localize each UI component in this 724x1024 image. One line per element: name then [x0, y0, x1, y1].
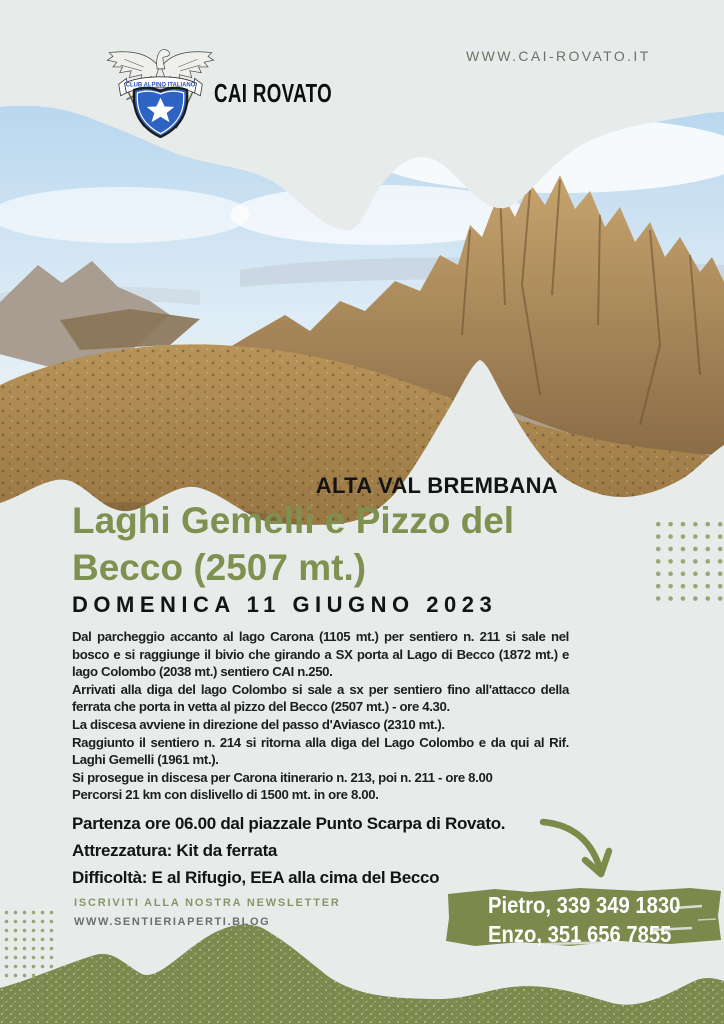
logistics	[72, 810, 505, 891]
logistics-equipment: Attrezzatura: Kit da ferrata	[72, 841, 278, 860]
contact-enzo: Enzo, 351 656 7855	[488, 921, 672, 947]
route-paragraph: La discesa avviene in direzione del passo d'Aviasco (2310 mt.).	[72, 716, 445, 732]
contact-badge	[440, 880, 724, 960]
route-paragraph: Arrivati alla diga del lago Colombo si sale a sx per sentiero fino all'attacco della ferrata che porta in vetta al pizzo del Becco (2507 mt.) - ore 4.30.	[72, 681, 569, 715]
dots-pattern-right	[652, 518, 724, 606]
route-paragraph: Percorsi 21 km con dislivello di 1500 mt. in ore 8.00.	[72, 787, 379, 803]
event-title-line1: Laghi Gemelli e Pizzo del	[72, 500, 515, 541]
region-label: ALTA VAL BREMBANA	[315, 473, 558, 498]
cai-shield-icon	[134, 88, 187, 137]
event-title	[72, 497, 582, 591]
event-title-line2: Becco (2507 mt.)	[72, 547, 367, 588]
route-paragraph: Si prosegue in discesa per Carona itinerario n. 213, poi n. 211 - ore 8.00	[72, 769, 493, 785]
logistics-departure: Partenza ore 06.00 dal piazzale Punto Scarpa di Rovato.	[72, 814, 506, 833]
contact-pietro: Pietro, 339 349 1830	[488, 892, 681, 918]
logo-banner-text: CLUB ALPINO ITALIANO	[125, 82, 196, 89]
route-paragraph: Raggiunto il sentiero n. 214 si ritorna alla diga del Lago Colombo e da qui al Rif. Laghi Gemelli (1961 mt.).	[72, 734, 569, 768]
logo-wordmark: CAI ROVATO	[214, 78, 333, 108]
curved-arrow-icon	[533, 798, 618, 886]
contact-lines	[488, 891, 680, 949]
cai-logo-icon	[103, 42, 218, 138]
newsletter-url: WWW.SENTIERIAPERTI.BLOG	[74, 916, 271, 928]
website-url: WWW.CAI-ROVATO.IT	[466, 48, 651, 64]
logistics-difficulty: Difficoltà: E al Rifugio, EEA alla cima del Becco	[72, 868, 440, 887]
route-paragraph: Dal parcheggio accanto al lago Carona (1105 mt.) per sentiero n. 211 si sale nel bosco e si raggiunge il bivio che girando a SX porta al Lago di Becco (1872 mt.) e lago Colombo (2038 mt.) sentiero CAI n.250.	[72, 629, 569, 680]
event-date: DOMENICA 11 GIUGNO 2023	[72, 592, 498, 617]
newsletter-label: ISCRIVITI ALLA NOSTRA NEWSLETTER	[74, 897, 341, 909]
route-description	[72, 628, 569, 804]
